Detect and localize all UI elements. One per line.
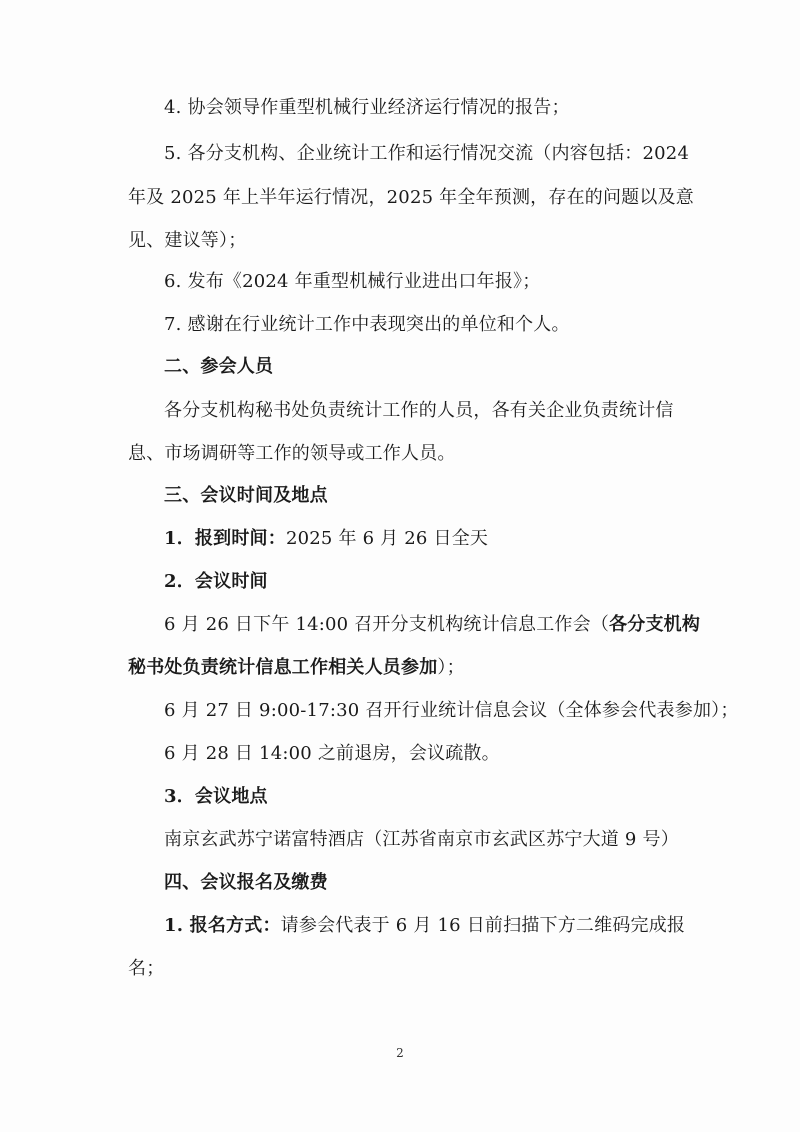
venue-heading: 3．会议地点: [164, 786, 268, 807]
registration-method-line-1: [164, 914, 688, 938]
meeting-time-line-2-text: ）；: [437, 657, 465, 678]
agenda-item-6: 6. 发布《2024 年重型机械行业进出口年报》；: [164, 271, 541, 292]
section-heading-attendees: 二、参会人员: [164, 356, 274, 377]
registration-method-text: 请参会代表于 6 月 16 日前扫描下方二维码完成报: [280, 915, 686, 936]
section-heading-time-venue: 三、会议时间及地点: [164, 485, 328, 506]
attendees-paragraph-line-1: 各分支机构秘书处负责统计工作的人员，各有关企业负责统计信: [164, 400, 674, 421]
registration-method-line-2: 名；: [128, 958, 165, 979]
agenda-item-5-line-2: 年及 2025 年上半年运行情况，2025 年全年预测，存在的问题以及意: [128, 187, 694, 208]
meeting-time-heading: 2．会议时间: [164, 571, 268, 592]
meeting-time-line-2-bold: 秘书处负责统计信息工作相关人员参加: [128, 657, 438, 678]
meeting-time-line-1-text: 6 月 26 日下午 14:00 召开分支机构统计信息工作会（: [164, 614, 610, 635]
registration-method-label: 1. 报名方式：: [164, 915, 281, 936]
meeting-time-line-3: 6 月 27 日 9:00-17:30 召开行业统计信息会议（全体参会代表参加）；: [164, 700, 739, 721]
agenda-item-5-line-3: 见、建议等）；: [128, 230, 247, 251]
meeting-time-line-2: [128, 656, 688, 680]
section-heading-registration: 四、会议报名及缴费: [164, 872, 328, 893]
agenda-item-5-line-1: 5. 各分支机构、企业统计工作和运行情况交流（内容包括：2024: [164, 143, 690, 164]
meeting-time-line-1: [164, 613, 701, 637]
attendees-paragraph-line-2: 息、市场调研等工作的领导或工作人员。: [128, 443, 456, 464]
meeting-time-line-4: 6 月 28 日 14:00 之前退房，会议疏散。: [164, 743, 500, 764]
registration-time-label: 1．报到时间：: [164, 528, 286, 549]
registration-time-value: 2025 年 6 月 26 日全天: [285, 528, 489, 549]
agenda-item-4: 4. 协会领导作重型机械行业经济运行情况的报告；: [164, 97, 570, 118]
venue-address: 南京玄武苏宁诺富特酒店（江苏省南京市玄武区苏宁大道 9 号）: [164, 829, 679, 850]
meeting-time-line-1-bold: 各分支机构: [609, 614, 701, 635]
registration-time: [164, 527, 688, 551]
page-number: 2: [396, 1046, 404, 1060]
agenda-item-7: 7. 感谢在行业统计工作中表现突出的单位和个人。: [164, 314, 570, 335]
